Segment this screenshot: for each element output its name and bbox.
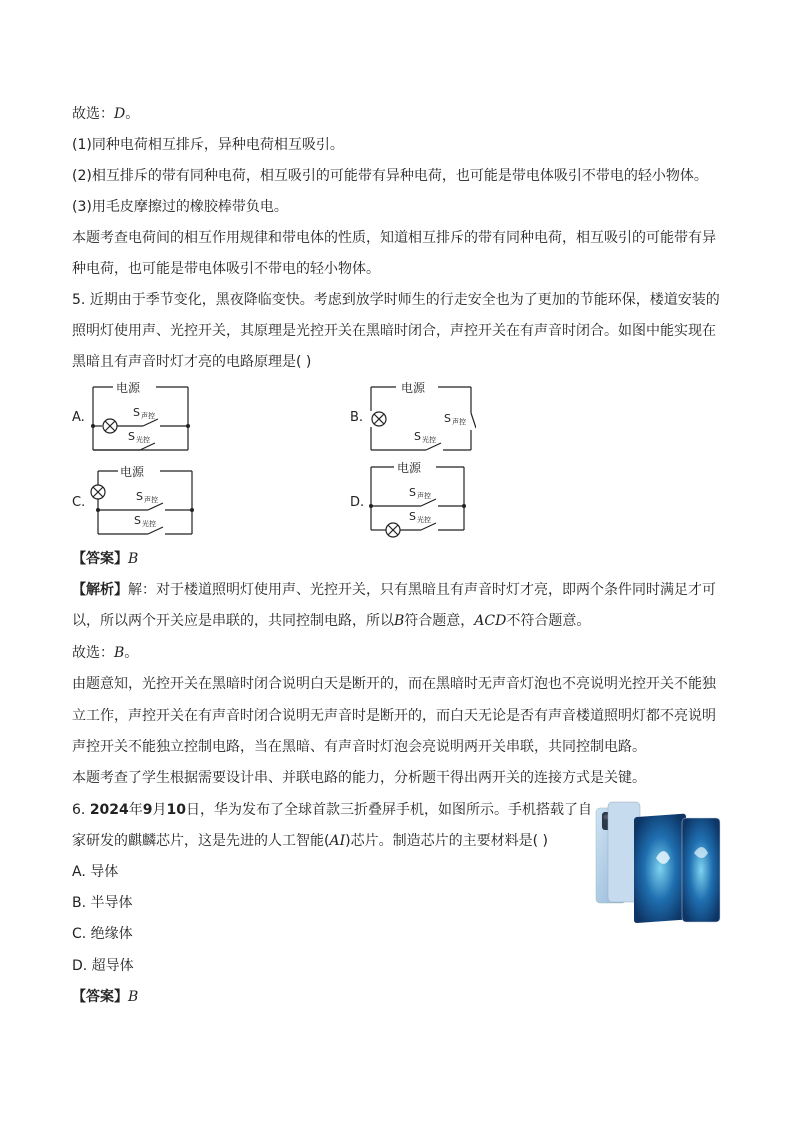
q6-stem-2: 家研发的麒麟芯片，这是先进的人工智能(AI)芯片。制造芯片的主要材料是( ) bbox=[72, 833, 548, 849]
circuit-diagram-a bbox=[88, 378, 198, 453]
power-source-label-c: 电源 bbox=[120, 465, 145, 479]
svg-text:S: S bbox=[136, 490, 143, 503]
q5-stem-3: 黑暗且有声音时灯才亮的电路原理是( ) bbox=[72, 354, 312, 370]
svg-text:光控: 光控 bbox=[417, 516, 431, 524]
q6-stem-1: 6. 2024年9月10日，华为发布了全球首款三折叠屏手机，如图所示。手机搭载了自 bbox=[72, 802, 593, 818]
svg-text:S: S bbox=[444, 412, 451, 425]
svg-text:声控: 声控 bbox=[144, 496, 158, 504]
svg-text:光控: 光控 bbox=[422, 436, 436, 444]
q5-explanation-1: 由题意知，光控开关在黑暗时闭合说明白天是断开的，而在黑暗时无声音灯泡也不亮说明光控开关不能独 bbox=[72, 676, 716, 692]
q4-answer-line: 故选：D。 bbox=[72, 106, 140, 122]
svg-text:S: S bbox=[409, 486, 416, 499]
power-source-label-a: 电源 bbox=[116, 381, 141, 395]
svg-text:光控: 光控 bbox=[142, 520, 156, 528]
svg-text:S: S bbox=[414, 430, 421, 443]
q6-option-a[interactable]: A. 导体 bbox=[72, 864, 119, 880]
foldable-phone-image bbox=[594, 798, 724, 930]
svg-text:声控: 声控 bbox=[141, 412, 155, 420]
q5-answer: 【答案】B bbox=[72, 551, 139, 567]
svg-text:S: S bbox=[128, 430, 135, 443]
q4-point-2: (2)相互排斥的带有同种电荷，相互吸引的可能带有异种电荷，也可能是带电体吸引不带电的轻小物体。 bbox=[72, 168, 708, 184]
q5-analysis-2: 以，所以两个开关应是串联的，共同控制电路，所以B符合题意，ACD不符合题意。 bbox=[72, 613, 591, 629]
q4-point-1: (1)同种电荷相互排斥，异种电荷相互吸引。 bbox=[72, 137, 344, 153]
svg-text:S: S bbox=[133, 406, 140, 419]
option-a-label[interactable]: A. bbox=[72, 410, 85, 425]
svg-text:光控: 光控 bbox=[136, 436, 150, 444]
circuit-diagram-c bbox=[88, 462, 200, 538]
svg-text:声控: 声控 bbox=[417, 492, 431, 500]
q6-option-d[interactable]: D. 超导体 bbox=[72, 958, 134, 974]
q5-summary: 本题考查了学生根据需要设计串、并联电路的能力，分析题干得出两开关的连接方式是关键。 bbox=[72, 770, 646, 786]
svg-text:S: S bbox=[134, 514, 141, 527]
q4-summary-1: 本题考查电荷间的相互作用规律和带电体的性质，知道相互排斥的带有同种电荷，相互吸引的可能带有异 bbox=[72, 230, 716, 246]
option-d-label[interactable]: D. bbox=[350, 495, 365, 510]
power-source-label-b: 电源 bbox=[401, 381, 426, 395]
q5-analysis-1: 【解析】解：对于楼道照明灯使用声、光控开关，只有黑暗且有声音时灯才亮，即两个条件同时满足才可 bbox=[72, 582, 716, 598]
svg-text:声控: 声控 bbox=[452, 418, 466, 426]
option-c-label[interactable]: C. bbox=[72, 495, 86, 510]
q5-explanation-2: 立工作，声控开关在有声音时闭合说明无声音时是断开的，而白天无论是否有声音楼道照明灯都不亮说明 bbox=[72, 708, 716, 724]
svg-text:S: S bbox=[409, 510, 416, 523]
q6-option-b[interactable]: B. 半导体 bbox=[72, 895, 133, 911]
q6-option-c[interactable]: C. 绝缘体 bbox=[72, 926, 133, 942]
q5-choose: 故选：B。 bbox=[72, 645, 139, 661]
q5-stem-2: 照明灯使用声、光控开关，其原理是光控开关在黑暗时闭合，声控开关在有声音时闭合。如图中能实现在 bbox=[72, 323, 716, 339]
q6-answer: 【答案】B bbox=[72, 989, 139, 1005]
q4-summary-2: 种电荷，也可能是带电体吸引不带电的轻小物体。 bbox=[72, 261, 380, 277]
power-source-label-d: 电源 bbox=[397, 461, 422, 475]
q5-explanation-3: 声控开关不能独立控制电路，当在黑暗、有声音时灯泡会亮说明两开关串联，共同控制电路。 bbox=[72, 739, 646, 755]
circuit-diagram-d bbox=[366, 458, 470, 540]
q5-stem-1: 5. 近期由于季节变化，黑夜降临变快。考虑到放学时师生的行走安全也为了更加的节能环保，楼道安装的 bbox=[72, 292, 720, 308]
q4-point-3: (3)用毛皮摩擦过的橡胶棒带负电。 bbox=[72, 199, 288, 215]
circuit-diagram-b bbox=[366, 378, 476, 453]
option-b-label[interactable]: B. bbox=[350, 410, 364, 425]
